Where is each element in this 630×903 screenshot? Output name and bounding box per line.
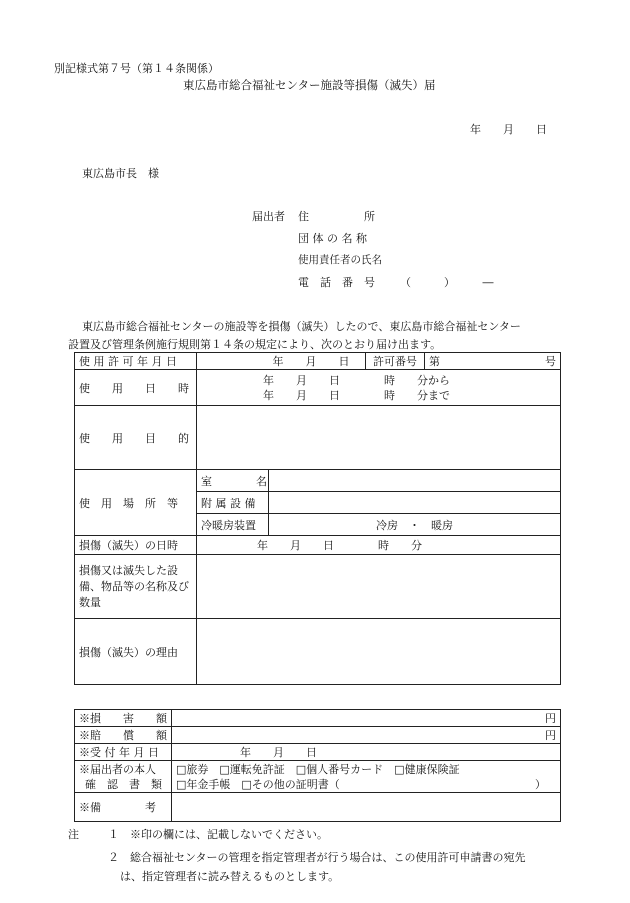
received-date-label: ※受 付 年 月 日 (75, 744, 172, 761)
id-docs-close-paren: ） (535, 777, 546, 791)
intro-line-1: 東広島市総合福祉センターの施設等を損傷（滅失）したので、東広島市総合福祉センター (82, 320, 521, 333)
damaged-items-label: 損傷又は滅失した設備、物品等の名称及び数量 (75, 555, 197, 619)
purpose-row (75, 406, 561, 470)
note-2-text: 総合福祉センターの管理を指定管理者が行う場合は、この使用許可申請書の宛先 (130, 851, 526, 864)
compensation-label: ※賠 償 額 (75, 727, 172, 744)
office-use-table (74, 709, 561, 822)
phone-label: 電 話 番 号 (298, 276, 375, 289)
room-field[interactable] (269, 470, 561, 492)
received-date-field[interactable]: 年 月 日 (172, 744, 561, 761)
compensation-field[interactable]: 円 (172, 727, 561, 744)
place-label: 使 用 場 所 等 (75, 470, 197, 536)
aircon-field[interactable]: 冷房 ・ 暖房 (269, 514, 561, 536)
received-date-row (75, 744, 561, 761)
room-label: 室 名 (197, 470, 269, 492)
notes-prefix: 注 (68, 828, 79, 841)
remarks-field[interactable] (172, 793, 561, 822)
reason-row (75, 619, 561, 685)
note-2-number: ２ (108, 851, 119, 864)
damage-amount-field[interactable]: 円 (172, 710, 561, 727)
damaged-items-row (75, 555, 561, 619)
id-docs-options-2[interactable]: □年金手帳 □その他の証明書（ (176, 777, 340, 791)
compensation-row (75, 727, 561, 744)
id-docs-field[interactable] (172, 761, 561, 793)
usage-datetime-label: 使 用 日 時 (75, 370, 197, 406)
reason-field[interactable] (197, 619, 561, 685)
permit-date-label: 使 用 許 可 年 月 日 (75, 353, 197, 370)
damage-amount-label: ※損 害 額 (75, 710, 172, 727)
equipment-field[interactable] (269, 492, 561, 514)
purpose-field[interactable] (197, 406, 561, 470)
usage-datetime-field[interactable] (197, 370, 561, 406)
phone-value: （ ） ― (400, 276, 494, 289)
permit-date-row (75, 353, 561, 370)
note-1-text: ※印の欄には、記載しないでください。 (130, 828, 328, 841)
purpose-label: 使 用 目 的 (75, 406, 197, 470)
damage-datetime-row (75, 536, 561, 555)
page-title: 東広島市総合福祉センター施設等損傷（滅失）届 (183, 78, 436, 92)
usage-to: 年 月 日 時 分まで (263, 388, 450, 402)
usage-from: 年 月 日 時 分から (263, 373, 450, 387)
damage-datetime-field[interactable]: 年 月 日 時 分 (197, 536, 561, 555)
addressee: 東広島市長 様 (82, 167, 159, 180)
usage-datetime-row (75, 370, 561, 406)
intro-line-2: 設置及び管理条例施行規則第１４条の規定により、次のとおり届け出ます。 (68, 338, 442, 351)
permit-number-field[interactable]: 第 号 (425, 353, 561, 370)
submission-date: 年 月 日 (470, 123, 547, 136)
org-name-label: 団 体 の 名 称 (298, 232, 367, 245)
address-label: 住 所 (298, 210, 375, 223)
note-1-number: １ (108, 828, 119, 841)
aircon-label: 冷暖房装置 (197, 514, 269, 536)
main-form-table (74, 352, 561, 685)
responsible-person-label: 使用責任者の氏名 (298, 254, 382, 266)
room-row (75, 470, 561, 492)
permit-number-label: 許可番号 (366, 353, 425, 370)
remarks-row (75, 793, 561, 822)
id-docs-label: ※届出者の本人 確 認 書 類 (75, 761, 172, 793)
damaged-items-field[interactable] (197, 555, 561, 619)
id-docs-options-1[interactable]: □旅券 □運転免許証 □個人番号カード □健康保険証 (176, 762, 460, 776)
note-2-text-cont: は、指定管理者に読み替えるものとします。 (120, 870, 340, 883)
remarks-label: ※備 考 (75, 793, 172, 822)
reason-label: 損傷（滅失）の理由 (75, 619, 197, 685)
damage-amount-row (75, 710, 561, 727)
permit-date-field[interactable]: 年 月 日 (197, 353, 366, 370)
id-docs-row (75, 761, 561, 793)
equipment-label: 附 属 設 備 (197, 492, 269, 514)
form-number: 別記様式第７号（第１４条関係） (54, 62, 219, 75)
damage-datetime-label: 損傷（滅失）の日時 (75, 536, 197, 555)
applicant-label: 届出者 (252, 210, 285, 223)
